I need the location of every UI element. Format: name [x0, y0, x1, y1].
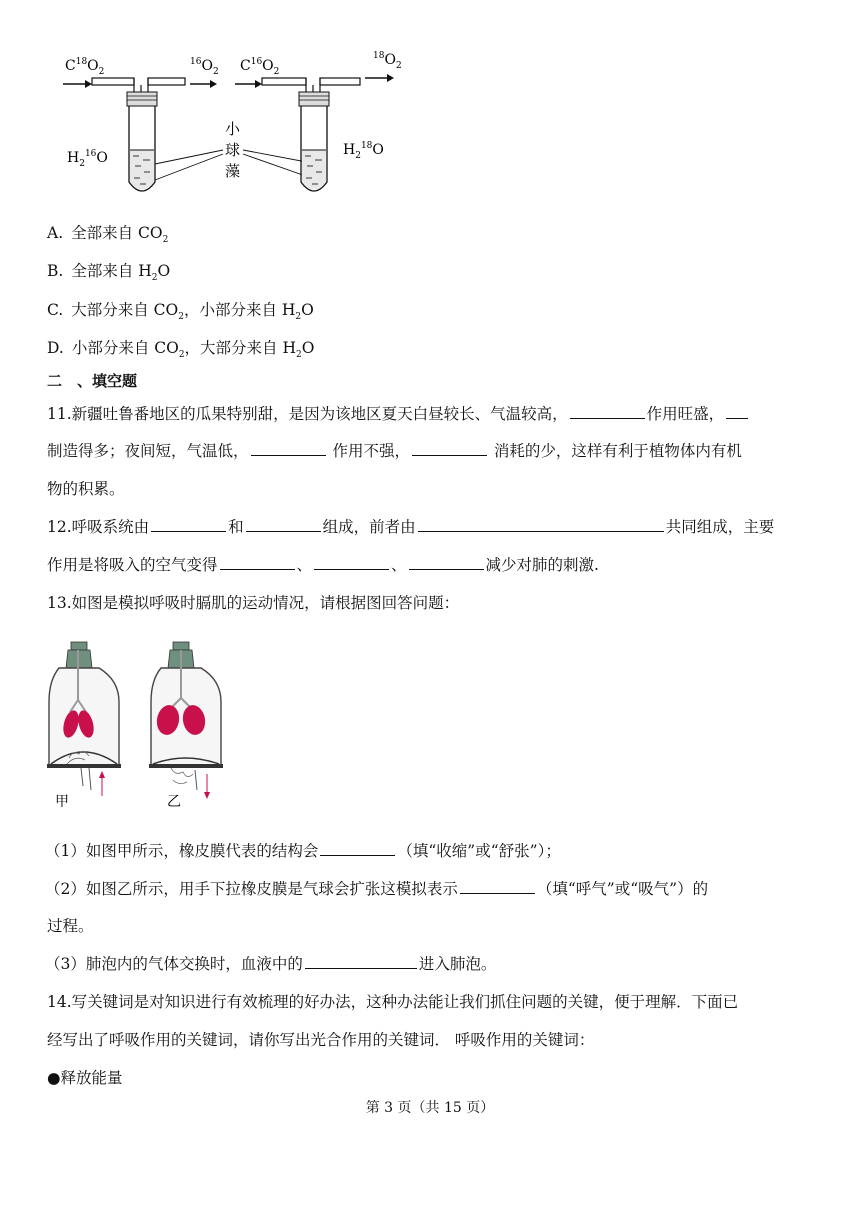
- section-title: 二 、填空题: [47, 372, 138, 390]
- right-water-label: $H_2^{18}O$: [343, 141, 384, 161]
- q14-line2: 经写出了呼吸作用的关键词，请你写出光合作用的关键词． 呼吸作用的关键词：: [47, 1031, 595, 1049]
- model-jia: [47, 642, 121, 810]
- q11-blank-3[interactable]: [251, 440, 326, 456]
- q11-line2: 制造得多；夜间短，气温低， 作用不强， 消耗的少，这样有利于植物体内有机: [47, 442, 742, 460]
- option-b: B. 全部来自 $H_2O$: [47, 262, 171, 284]
- option-a: A. 全部来自 $CO_2$: [47, 224, 169, 246]
- page-footer: 第 3 页（共 15 页）: [365, 1100, 495, 1116]
- q13-part1: （1）如图甲所示，橡皮膜代表的结构会 （填“收缩”或“舒张”）；: [45, 842, 561, 860]
- q13-blank-2[interactable]: [460, 878, 535, 894]
- q13-part2: （2）如图乙所示，用手下拉橡皮膜是气球会扩张这模拟表示 （填“呼气”或“吸气”）的: [45, 880, 709, 898]
- q12-blank-3[interactable]: [418, 516, 664, 532]
- right-apparatus: [235, 51, 402, 191]
- right-input-gas: $C^{16}O_2$: [240, 57, 280, 77]
- left-water-label: $H_2^{16}O$: [67, 149, 108, 169]
- left-output-gas: $^{16}O_2$: [190, 57, 219, 77]
- q11-line3: 物的积累。: [47, 480, 125, 498]
- q12-line1: 12.呼吸系统由 和 组成，前者由 共同组成，主要: [47, 518, 775, 536]
- model-yi: [149, 642, 223, 810]
- svg-text:球: 球: [225, 141, 241, 159]
- algae-label: [155, 120, 317, 180]
- option-c: C. 大部分来自 $CO_2$，小部分来自 $H_2O$: [47, 301, 314, 323]
- label-yi: 乙: [167, 794, 181, 810]
- option-d: D. 小部分来自 $CO_2$，大部分来自 $H_2O$: [47, 339, 315, 361]
- q12-blank-6[interactable]: [409, 554, 484, 570]
- q13-blank-1[interactable]: [320, 840, 395, 856]
- q13-blank-3[interactable]: [305, 953, 417, 969]
- q12-blank-5[interactable]: [314, 554, 389, 570]
- q11-blank-2[interactable]: [726, 403, 748, 419]
- q12-line2: 作用是将吸入的空气变得 、 、 减少对肺的刺激.: [47, 556, 599, 574]
- right-output-gas: $^{18}O_2$: [373, 51, 402, 71]
- q11-blank-1[interactable]: [570, 403, 645, 419]
- q14-line1: 14.写关键词是对知识进行有效梳理的好办法，这种办法能让我们抓住问题的关键，便于理解．下面已: [47, 993, 739, 1011]
- left-apparatus: [63, 57, 219, 191]
- q12-blank-1[interactable]: [151, 516, 226, 532]
- q11-line1: 11.新疆吐鲁番地区的瓜果特别甜，是因为该地区夏天白昼较长、气温较高， 作用旺盛，: [47, 403, 750, 425]
- q12-blank-2[interactable]: [246, 516, 321, 532]
- q11-blank-4[interactable]: [412, 440, 487, 456]
- svg-text:小: 小: [225, 120, 241, 138]
- isotope-experiment-figure: [55, 42, 415, 202]
- svg-text:藻: 藻: [225, 162, 241, 180]
- label-jia: 甲: [55, 794, 69, 810]
- q13-part3: （3）肺泡内的气体交换时，血液中的 进入肺泡。: [45, 955, 497, 973]
- q13-stem: 13.如图是模拟呼吸时膈肌的运动情况，请根据图回答问题：: [47, 594, 460, 612]
- q12-blank-4[interactable]: [220, 554, 295, 570]
- q14-line3: ●释放能量: [47, 1069, 123, 1087]
- diaphragm-model-figure: [45, 640, 225, 815]
- left-input-gas: $C^{18}O_2$: [65, 57, 105, 77]
- q13-part2-cont: 过程。: [47, 917, 94, 935]
